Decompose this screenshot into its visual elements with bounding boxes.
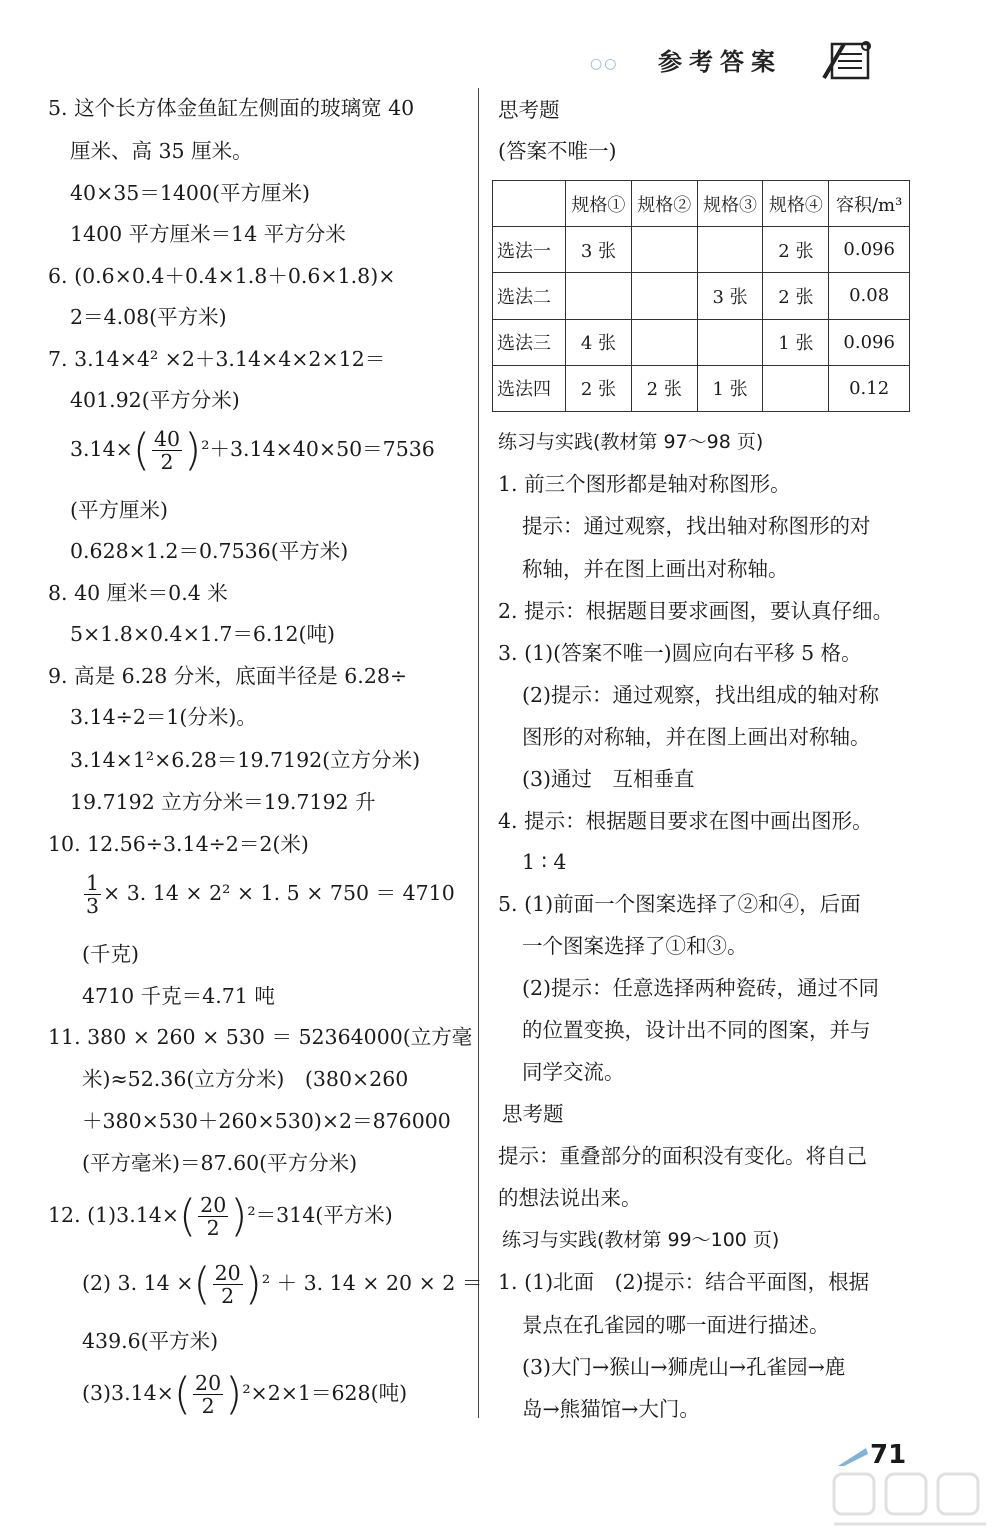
- answer-12-part-3: (3)3.14×( $\frac{20}{2}$ )²×2×1＝628(吨): [82, 1368, 408, 1420]
- header-title: 参考答案: [658, 48, 782, 76]
- answer-5-line: 5. 这个长方体金鱼缸左侧面的玻璃宽 40: [48, 96, 415, 120]
- table-header-cell: 规格②: [631, 181, 697, 227]
- table-cell: [697, 227, 763, 273]
- answer-7-result: 401.92(平方分米): [70, 388, 240, 412]
- table-header-row: [493, 181, 910, 227]
- table-cell: 0.096: [829, 227, 910, 273]
- table-cell: [631, 319, 697, 365]
- answer-6-line: 6. (0.6×0.4＋0.4×1.8＋0.6×1.8)×: [48, 264, 396, 288]
- page-header: [590, 38, 920, 83]
- answer-10-result: 4710 千克＝4.71 吨: [82, 984, 275, 1008]
- route: (3)大门→猴山→狮虎山→孔雀园→鹿: [522, 1355, 846, 1379]
- table-cell: 4 张: [566, 319, 632, 365]
- table-row: [493, 273, 910, 319]
- table-header-cell: [493, 181, 566, 227]
- table-header-cell: 规格③: [697, 181, 763, 227]
- hint: 提示：通过观察，找出轴对称图形的对: [522, 514, 871, 538]
- watermark-logo: [830, 1470, 990, 1530]
- table-cell: 选法三: [493, 319, 566, 365]
- table-cell: 0.096: [829, 319, 910, 365]
- hint: 提示：重叠部分的面积没有变化。将自己: [498, 1144, 867, 1168]
- answer-1: 1. (1)北面 (2)提示：结合平面图，根据: [498, 1270, 870, 1294]
- table-cell: [697, 319, 763, 365]
- answer-5-line: 厘米、高 35 厘米。: [70, 139, 253, 163]
- table-cell: [631, 273, 697, 319]
- section-heading: 练习与实践(教材第 97～98 页): [498, 431, 764, 453]
- table-cell: 0.08: [829, 273, 910, 319]
- column-divider: [478, 88, 479, 1418]
- fraction: $\frac{40}{2}$: [154, 427, 181, 474]
- table-cell: 选法四: [493, 365, 566, 411]
- hint: 的位置变换，设计出不同的图案，并与: [522, 1018, 871, 1042]
- table-header-cell: 容积/m³: [829, 181, 910, 227]
- answer-10-unit: (千克): [82, 942, 139, 966]
- table-row: [493, 319, 910, 365]
- answer-5: 5. (1)前面一个图案选择了②和④，后面: [498, 892, 861, 916]
- answer-7-unit: (平方厘米): [70, 498, 168, 522]
- table-cell: 选法二: [493, 273, 566, 319]
- answer-5-line: 一个图案选择了①和③。: [522, 934, 748, 958]
- answer-9-result: 19.7192 立方分米＝19.7192 升: [70, 790, 376, 814]
- hint: 称轴，并在图上画出对称轴。: [522, 557, 789, 581]
- answer-11-line: ＋380×530＋260×530)×2＝876000: [82, 1109, 451, 1133]
- table-cell: 2 张: [763, 227, 829, 273]
- table-row: [493, 365, 910, 411]
- answer-2: 2. 提示：根据题目要求画图，要认真仔细。: [498, 599, 894, 623]
- table-cell: 2 张: [631, 365, 697, 411]
- hint: 景点在孔雀园的哪一面进行描述。: [522, 1313, 830, 1337]
- table-cell: 2 张: [566, 365, 632, 411]
- table-cell: 2 张: [763, 273, 829, 319]
- answer-10-line: 10. 12.56÷3.14÷2＝2(米): [48, 832, 309, 856]
- answer-10-calc: $\frac{1}{3}$ × 3. 14 × 2² × 1. 5 × 750 ＝ 4710: [86, 871, 455, 918]
- section-heading: 思考题: [498, 98, 560, 122]
- answer-8-line: 8. 40 厘米＝0.4 米: [48, 581, 228, 605]
- fraction: $\frac{20}{2}$: [214, 1261, 241, 1308]
- answer-3: 3. (1)(答案不唯一)圆应向右平移 5 格。: [498, 641, 862, 665]
- answer-8-calc: 5×1.8×0.4×1.7＝6.12(吨): [70, 622, 336, 646]
- page-number: 71: [870, 1440, 907, 1470]
- notebook-pencil-icon: [820, 38, 880, 82]
- ratio: 1 ∶ 4: [522, 850, 567, 874]
- answer-11-line: 11. 380 × 260 × 530 ＝ 52364000(立方毫: [48, 1025, 473, 1049]
- table-cell: 0.12: [829, 365, 910, 411]
- fraction: $\frac{20}{2}$: [200, 1193, 227, 1240]
- answer-12-part-1: 12. (1)3.14×( $\frac{20}{2}$ )²＝314(平方米): [48, 1190, 393, 1242]
- route: 岛→熊猫馆→大门。: [522, 1397, 700, 1421]
- table-cell: [763, 365, 829, 411]
- table-cell: 3 张: [566, 227, 632, 273]
- answer-7-line: 7. 3.14×4² ×2＋3.14×4×2×12＝: [48, 347, 386, 371]
- answer-6-result: 2＝4.08(平方米): [70, 305, 227, 329]
- answer-4: 4. 提示：根据题目要求在图中画出图形。: [498, 809, 873, 833]
- answer-12-part-2-result: 439.6(平方米): [82, 1329, 219, 1353]
- section-heading: 练习与实践(教材第 99～100 页): [502, 1229, 780, 1251]
- table-cell: 1 张: [763, 319, 829, 365]
- page-corner-icon: [836, 1446, 870, 1468]
- table-cell: 3 张: [697, 273, 763, 319]
- table-header-cell: 规格①: [566, 181, 632, 227]
- answer-11-line: 米)≈52.36(立方分米) (380×260: [82, 1067, 409, 1091]
- hint: 同学交流。: [522, 1060, 625, 1084]
- answer-12-part-2: (2) 3. 14 ×( $\frac{20}{2}$ )² ＋ 3. 14 × 20 × 2 ＝: [82, 1258, 483, 1310]
- hint: (2)提示：通过观察，找出组成的轴对称: [522, 683, 880, 707]
- specification-table: [492, 180, 910, 412]
- table-cell: [566, 273, 632, 319]
- answer-3-part-3: (3)通过 互相垂直: [522, 767, 695, 791]
- answer-5-result: 1400 平方厘米＝14 平方分米: [70, 222, 346, 246]
- answer-1: 1. 前三个图形都是轴对称图形。: [498, 472, 791, 496]
- answer-9-line: 9. 高是 6.28 分米，底面半径是 6.28÷: [48, 664, 408, 688]
- table-row: [493, 227, 910, 273]
- answer-5-calc: 40×35＝1400(平方厘米): [70, 181, 311, 205]
- section-heading: 思考题: [502, 1102, 564, 1126]
- note: (答案不唯一): [498, 139, 617, 163]
- table-cell: 1 张: [697, 365, 763, 411]
- answer-7-calc-3: 0.628×1.2＝0.7536(平方米): [70, 539, 349, 563]
- hint: (2)提示：任意选择两种瓷砖，通过不同: [522, 976, 880, 1000]
- table-cell: 选法一: [493, 227, 566, 273]
- fraction: $\frac{1}{3}$: [86, 871, 100, 918]
- answer-9-calc: 3.14×1²×6.28＝19.7192(立方分米): [70, 748, 421, 772]
- answer-9-line: 3.14÷2＝1(分米)。: [70, 705, 257, 729]
- header-dots: ○○: [590, 56, 619, 72]
- table-cell: [631, 227, 697, 273]
- hint: 图形的对称轴，并在图上画出对称轴。: [522, 725, 871, 749]
- hint: 的想法说出来。: [498, 1186, 642, 1210]
- answer-7-calc-2: 3.14×( $\frac{40}{2}$ )²＋3.14×40×50＝7536: [70, 424, 435, 476]
- fraction: $\frac{20}{2}$: [195, 1371, 222, 1418]
- answer-11-line: (平方毫米)＝87.60(平方分米): [82, 1151, 358, 1175]
- table-header-cell: 规格④: [763, 181, 829, 227]
